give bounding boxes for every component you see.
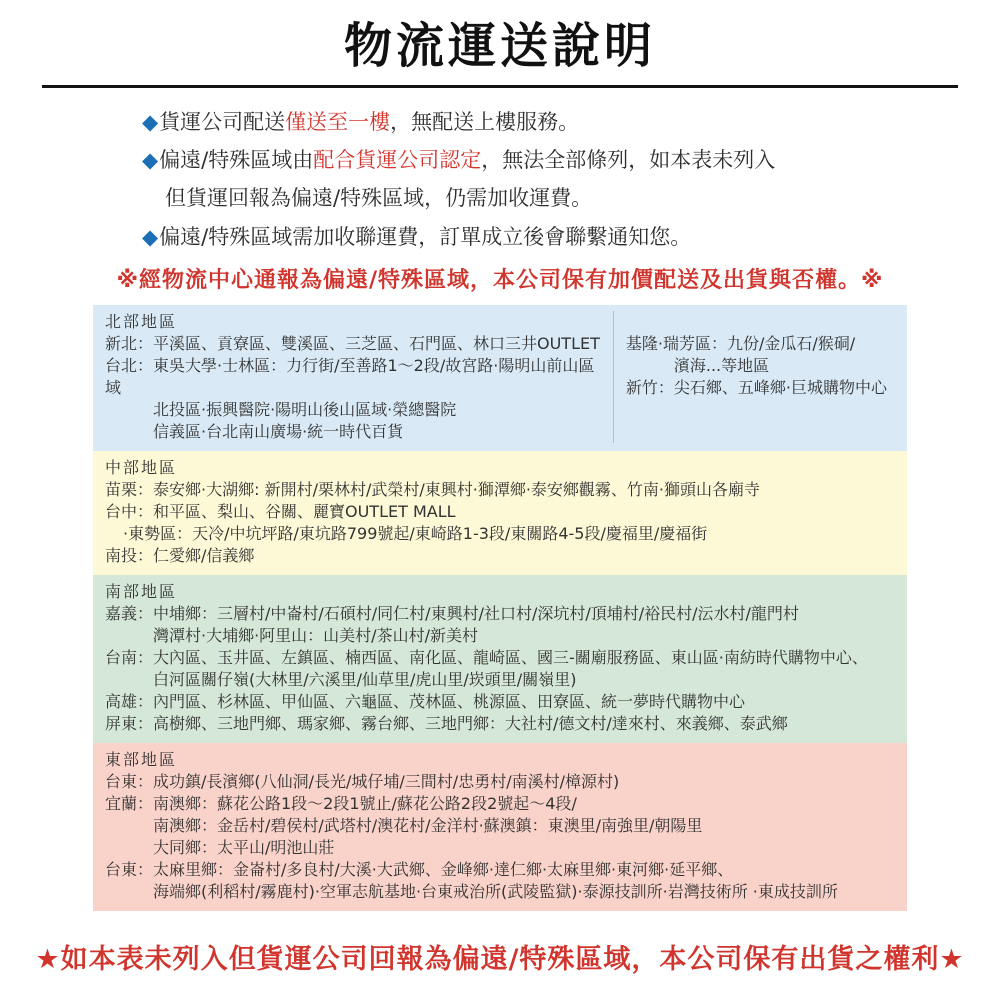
region-section-central [93, 451, 907, 575]
region-section-north [93, 305, 907, 451]
region-heading: 中部地區 [105, 457, 178, 477]
note-item-2-continuation: 但貨運回報為偏遠/特殊區域，仍需加收運費。 [165, 186, 593, 211]
note-text: 偏遠/特殊區域由 [159, 148, 314, 173]
region-line: 台南：大內區、玉井區、左鎮區、楠西區、南化區、龍崎區、國三-關廟服務區、東山區·南紡時代購物中心、 [105, 647, 868, 667]
title-divider [42, 85, 958, 88]
note-text: 貨運公司配送 [159, 110, 286, 134]
region-heading-spacer [626, 311, 895, 333]
diamond-bullet-icon: ◆ [142, 148, 159, 173]
note-item-2 [142, 148, 910, 173]
note-item-3 [142, 225, 910, 250]
region-line: 台北：東吳大學·士林區：力行街/至善路1～2段/故宮路·陽明山前山區域 [105, 355, 595, 397]
region-line: 信義區·台北南山廣場·統一時代百貨 [153, 421, 404, 441]
region-line: 南投：仁愛鄉/信義鄉 [105, 545, 255, 565]
region-line: 基隆·瑞芳區：九份/金瓜石/猴硐/ [625, 333, 856, 353]
region-column-main [105, 581, 895, 735]
region-line: 新竹：尖石鄉、五峰鄉·巨城購物中心 [625, 377, 887, 397]
region-section-south [93, 575, 907, 743]
region-line: 南澳鄉：金岳村/碧侯村/武塔村/澳花村/金洋村·蘇澳鎮：東澳里/南強里/朝陽里 [153, 815, 703, 835]
region-section-east [93, 743, 907, 911]
region-line: 宜蘭：南澳鄉：蘇花公路1段～2段1號止/蘇花公路2段2號起～4段/ [105, 793, 577, 813]
notes-list [142, 110, 910, 250]
region-line: 台東：成功鎮/長濱鄉(八仙洞/長光/城仔埔/三間村/忠勇村/南溪村/樟源村) [105, 771, 620, 791]
note-text: 偏遠/特殊區域需加收聯運費，訂單成立後會聯繫通知您。 [159, 224, 692, 249]
region-line: 北投區·振興醫院·陽明山後山區域·榮總醫院 [153, 399, 457, 419]
note-text: ，無法全部條列，如本表未列入 [481, 148, 776, 173]
region-heading: 北部地區 [105, 311, 178, 331]
diamond-bullet-icon: ◆ [142, 224, 159, 249]
footer-notice: ★如本表未列入但貨運公司回報為偏遠/特殊區域，本公司保有出貨之權利★ [35, 943, 965, 975]
region-line: 嘉義：中埔鄉：三層村/中崙村/石碩村/同仁村/東興村/社口村/深坑村/頂埔村/裕民村/沄水村/龍門村 [105, 603, 799, 623]
region-line: 濱海...等地區 [673, 355, 770, 375]
region-line: 海端鄉(利稻村/霧鹿村)·空軍志航基地·台東戒治所(武陵監獄)·泰源技訓所·岩灣技術所 ·東成技訓所 [153, 881, 838, 901]
region-line: 新北：平溪區、貢寮區、雙溪區、三芝區、石門區、林口三井OUTLET [105, 333, 600, 353]
region-line: 大同鄉：太平山/明池山莊 [153, 837, 335, 857]
region-column-main [105, 457, 895, 567]
page-title: 物流運送說明 [343, 18, 656, 74]
note-item-1 [142, 110, 910, 135]
region-heading: 東部地區 [105, 749, 178, 769]
region-line: 台中：和平區、梨山、谷關、麗寶OUTLET MALL [105, 501, 456, 521]
region-line: 台東：太麻里鄉：金崙村/多良村/大溪·大武鄉、金峰鄉·達仁鄉·太麻里鄉·東河鄉·延平鄉、 [105, 859, 734, 879]
region-line: 白河區關仔嶺(大林里/六溪里/仙草里/虎山里/崁頭里/關嶺里) [153, 669, 577, 689]
region-line: 灣潭村·大埔鄉·阿里山：山美村/茶山村/新美村 [153, 625, 478, 645]
warning-notice: ※經物流中心通報為偏遠/特殊區域，本公司保有加價配送及出貨與否權。※ [116, 267, 884, 293]
region-column-main [105, 311, 603, 443]
region-column-main [105, 749, 895, 903]
note-text-emphasis: 配合貨運公司認定 [313, 148, 482, 173]
region-line: 屏東：高樹鄉、三地門鄉、瑪家鄉、霧台鄉、三地門鄉：大社村/德文村/達來村、來義鄉、泰武鄉 [105, 713, 788, 733]
region-line: ·東勢區：天冷/中坑坪路/東坑路799號起/東崎路1-3段/東關路4-5段/慶福里/慶福街 [123, 523, 708, 543]
region-sections [93, 305, 907, 911]
note-text: ，無配送上樓服務。 [390, 110, 580, 134]
region-column-side [613, 311, 895, 443]
note-text-emphasis: 僅送至一樓 [285, 110, 391, 134]
region-line: 苗栗：泰安鄉·大湖鄉: 新開村/栗林村/武榮村/東興村·獅潭鄉·泰安鄉觀霧、竹南·獅頭山各廟寺 [105, 479, 760, 499]
diamond-bullet-icon: ◆ [142, 110, 159, 134]
region-line: 高雄：內門區、杉林區、甲仙區、六龜區、茂林區、桃源區、田寮區、統一夢時代購物中心 [105, 691, 746, 711]
region-heading: 南部地區 [105, 581, 178, 601]
